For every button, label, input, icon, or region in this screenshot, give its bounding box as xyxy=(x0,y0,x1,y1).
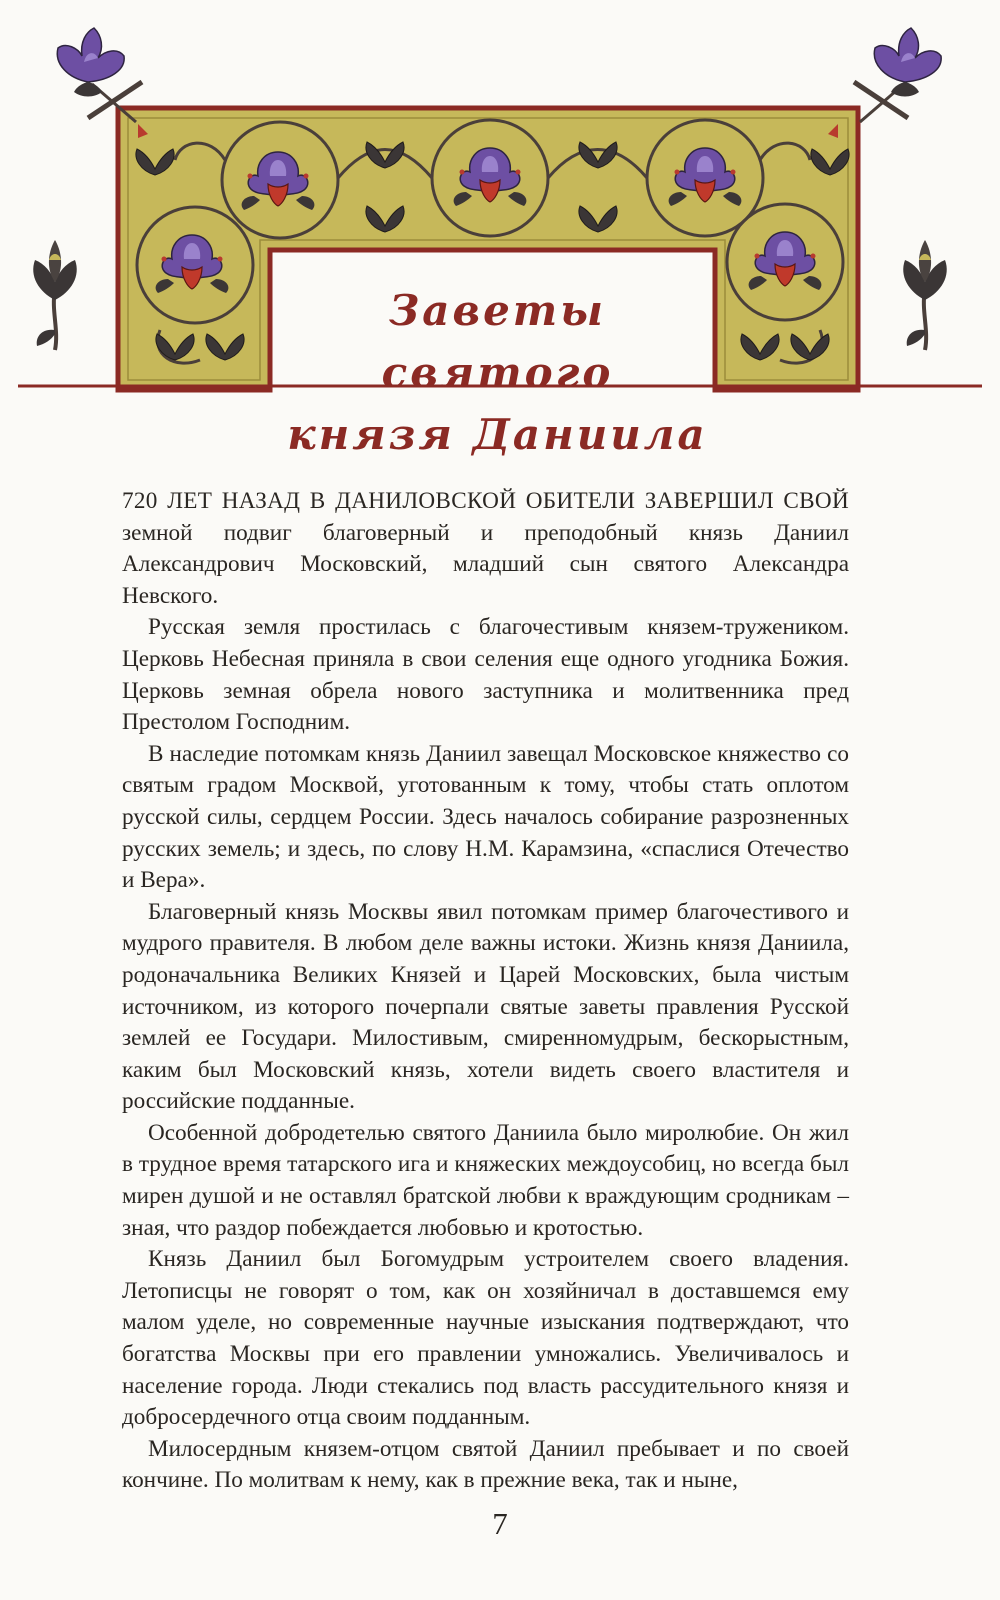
side-plant-left-ornament xyxy=(33,240,77,350)
body-text xyxy=(122,486,849,1497)
paragraph: Князь Даниил был Богомудрым устроителем своего владения. Летописцы не говорят о том, как он хозяйничал в доставшемся ему малом уделе, но современные научные изыскания подтверждают, что богатства Москвы при его правлении умножались. Увеличивалось и население города. Люди стекались под власть рассудительного князя и добросердечного отца своим подданным. xyxy=(122,1246,849,1431)
page-number: 7 xyxy=(492,1506,508,1541)
paragraph: В наследие потомкам князь Даниил завещал Московское княжество со святым градом Москвой, уготованным к тому, чтобы стать оплотом русской силы, сердцем России. Здесь началось собирание разрозненных русских земель; и здесь, по слову Н.М. Карамзина, «спаслися Отечество и Вера». xyxy=(122,740,849,894)
paragraph: Особенной добродетелью святого Даниила было миролюбие. Он жил в трудное время татарского ига и княжеских междоусобиц, но всегда был мирен душой и не оставлял братской любви к враждующим сродникам – зная, что раздор побеждается любовью и кротостью. xyxy=(122,1119,849,1241)
lead-caps: 720 ЛЕТ НАЗАД В ДАНИЛОВСКОЙ ОБИТЕЛИ ЗАВЕРШИЛ СВОЙ xyxy=(122,488,849,514)
paragraph: Милосердным князем-отцом святой Даниил пребывает и по своей кончине. По молитвам к нему, как в прежние века, так и ныне, xyxy=(122,1435,849,1494)
side-plant-right-ornament xyxy=(903,240,947,350)
chapter-title-line-1: Заветы святого xyxy=(381,286,614,397)
top-right-plant-ornament xyxy=(854,28,941,122)
paragraph xyxy=(122,486,849,612)
chapter-title xyxy=(270,280,725,466)
chapter-title-line-2: князя Даниила xyxy=(287,410,708,459)
paragraph-text: земной подвиг благоверный и преподобный князь Даниил Александрович Московский, младший сын святого Александра Невского. xyxy=(122,519,849,609)
ornamental-header xyxy=(0,0,1000,459)
paragraph: Благоверный князь Москвы явил потомкам пример благочестивого и мудрого правителя. В любом деле важны истоки. Жизнь князя Даниила, родоначальника Великих Князей и Царей Московских, была чистым источником, из которого почерпали святые заветы правления Русской землей ее Государи. Милостивым, смиренномудрым, бескорыстным, каким был Московский князь, хотели видеть своего властителя и российские подданные. xyxy=(122,898,849,1115)
paragraph: Русская земля простилась с благочестивым князем-тружеником. Церковь Небесная приняла в свои селения еще одного угодника Божия. Церковь земная обрела нового заступника и молитвенника пред Престолом Господним. xyxy=(122,614,849,736)
